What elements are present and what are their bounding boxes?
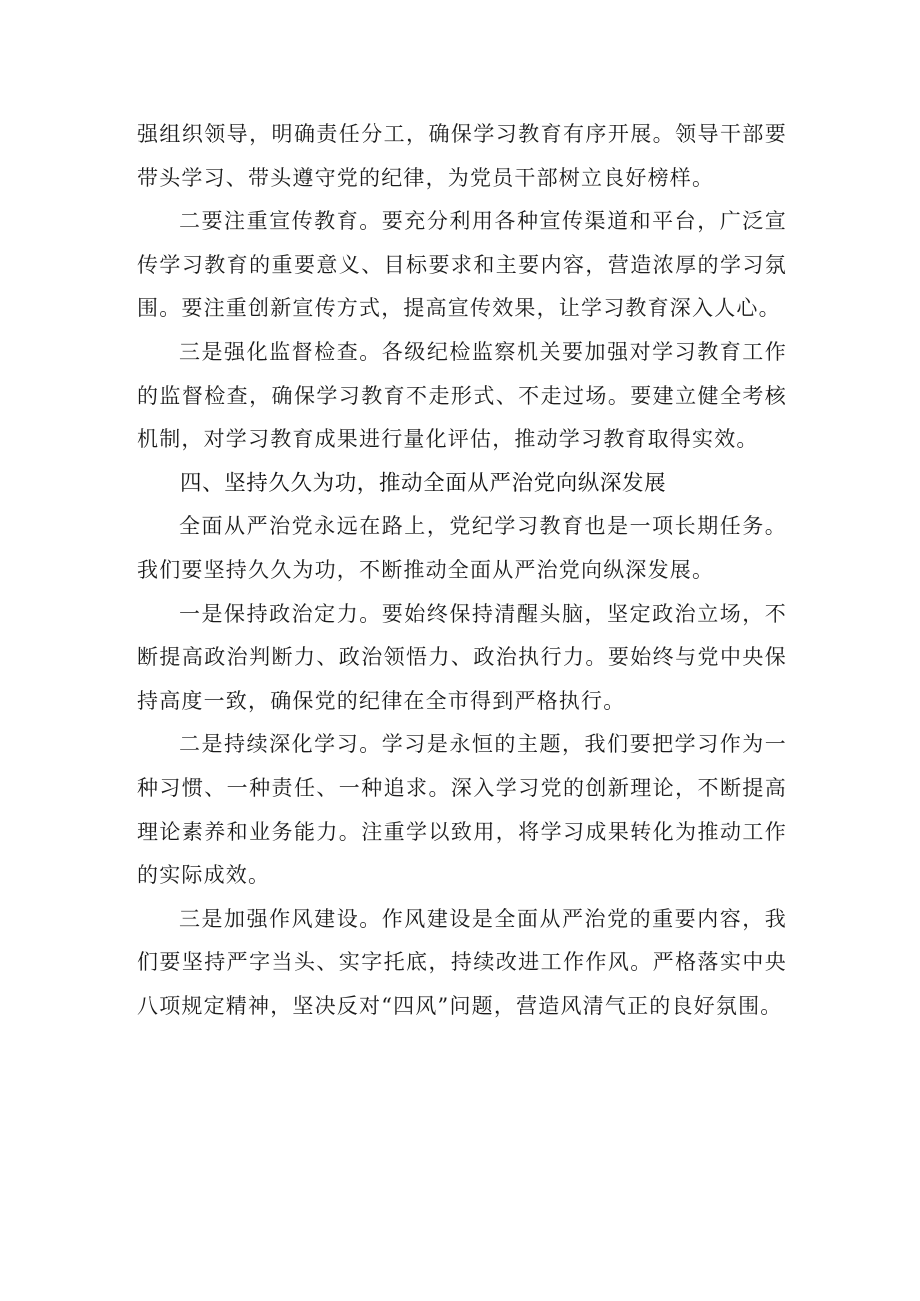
paragraph-continued-study: 二是持续深化学习。学习是永恒的主题，我们要把学习作为一种习惯、一种责任、一种追求。深入学习党的创新理论，不断提高理论素养和业务能力。注重学以致用，将学习成果转化为推动工作的实际成效。 [137,732,787,888]
paragraph-work-style: 三是加强作风建设。作风建设是全面从严治党的重要内容，我们要坚持严字当头、实字托底，持续改进工作作风。严格落实中央八项规定精神，坚决反对“四风”问题，营造风清气正的良好氛围。 [137,906,787,1018]
paragraph-continued: 强组织领导，明确责任分工，确保学习教育有序开展。领导干部要带头学习、带头遵守党的纪律，为党员干部树立良好榜样。 [137,122,787,190]
paragraph-section-intro: 全面从严治党永远在路上，党纪学习教育也是一项长期任务。我们要坚持久久为功，不断推动全面从严治党向纵深发展。 [137,514,787,582]
section-heading-four: 四、坚持久久为功，推动全面从严治党向纵深发展 [180,470,667,496]
paragraph-supervision-inspection: 三是强化监督检查。各级纪检监察机关要加强对学习教育工作的监督检查，确保学习教育不走形式、不走过场。要建立健全考核机制，对学习教育成果进行量化评估，推动学习教育取得实效。 [137,339,787,452]
paragraph-political-resolve: 一是保持政治定力。要始终保持清醒头脑，坚定政治立场，不断提高政治判断力、政治领悟力、政治执行力。要始终与党中央保持高度一致，确保党的纪律在全市得到严格执行。 [137,601,787,713]
document-body [137,113,787,1028]
paragraph-publicity-education: 二要注重宣传教育。要充分利用各种宣传渠道和平台，广泛宣传学习教育的重要意义、目标要求和主要内容，营造浓厚的学习氛围。要注重创新宣传方式，提高宣传效果，让学习教育深入人心。 [137,209,787,321]
